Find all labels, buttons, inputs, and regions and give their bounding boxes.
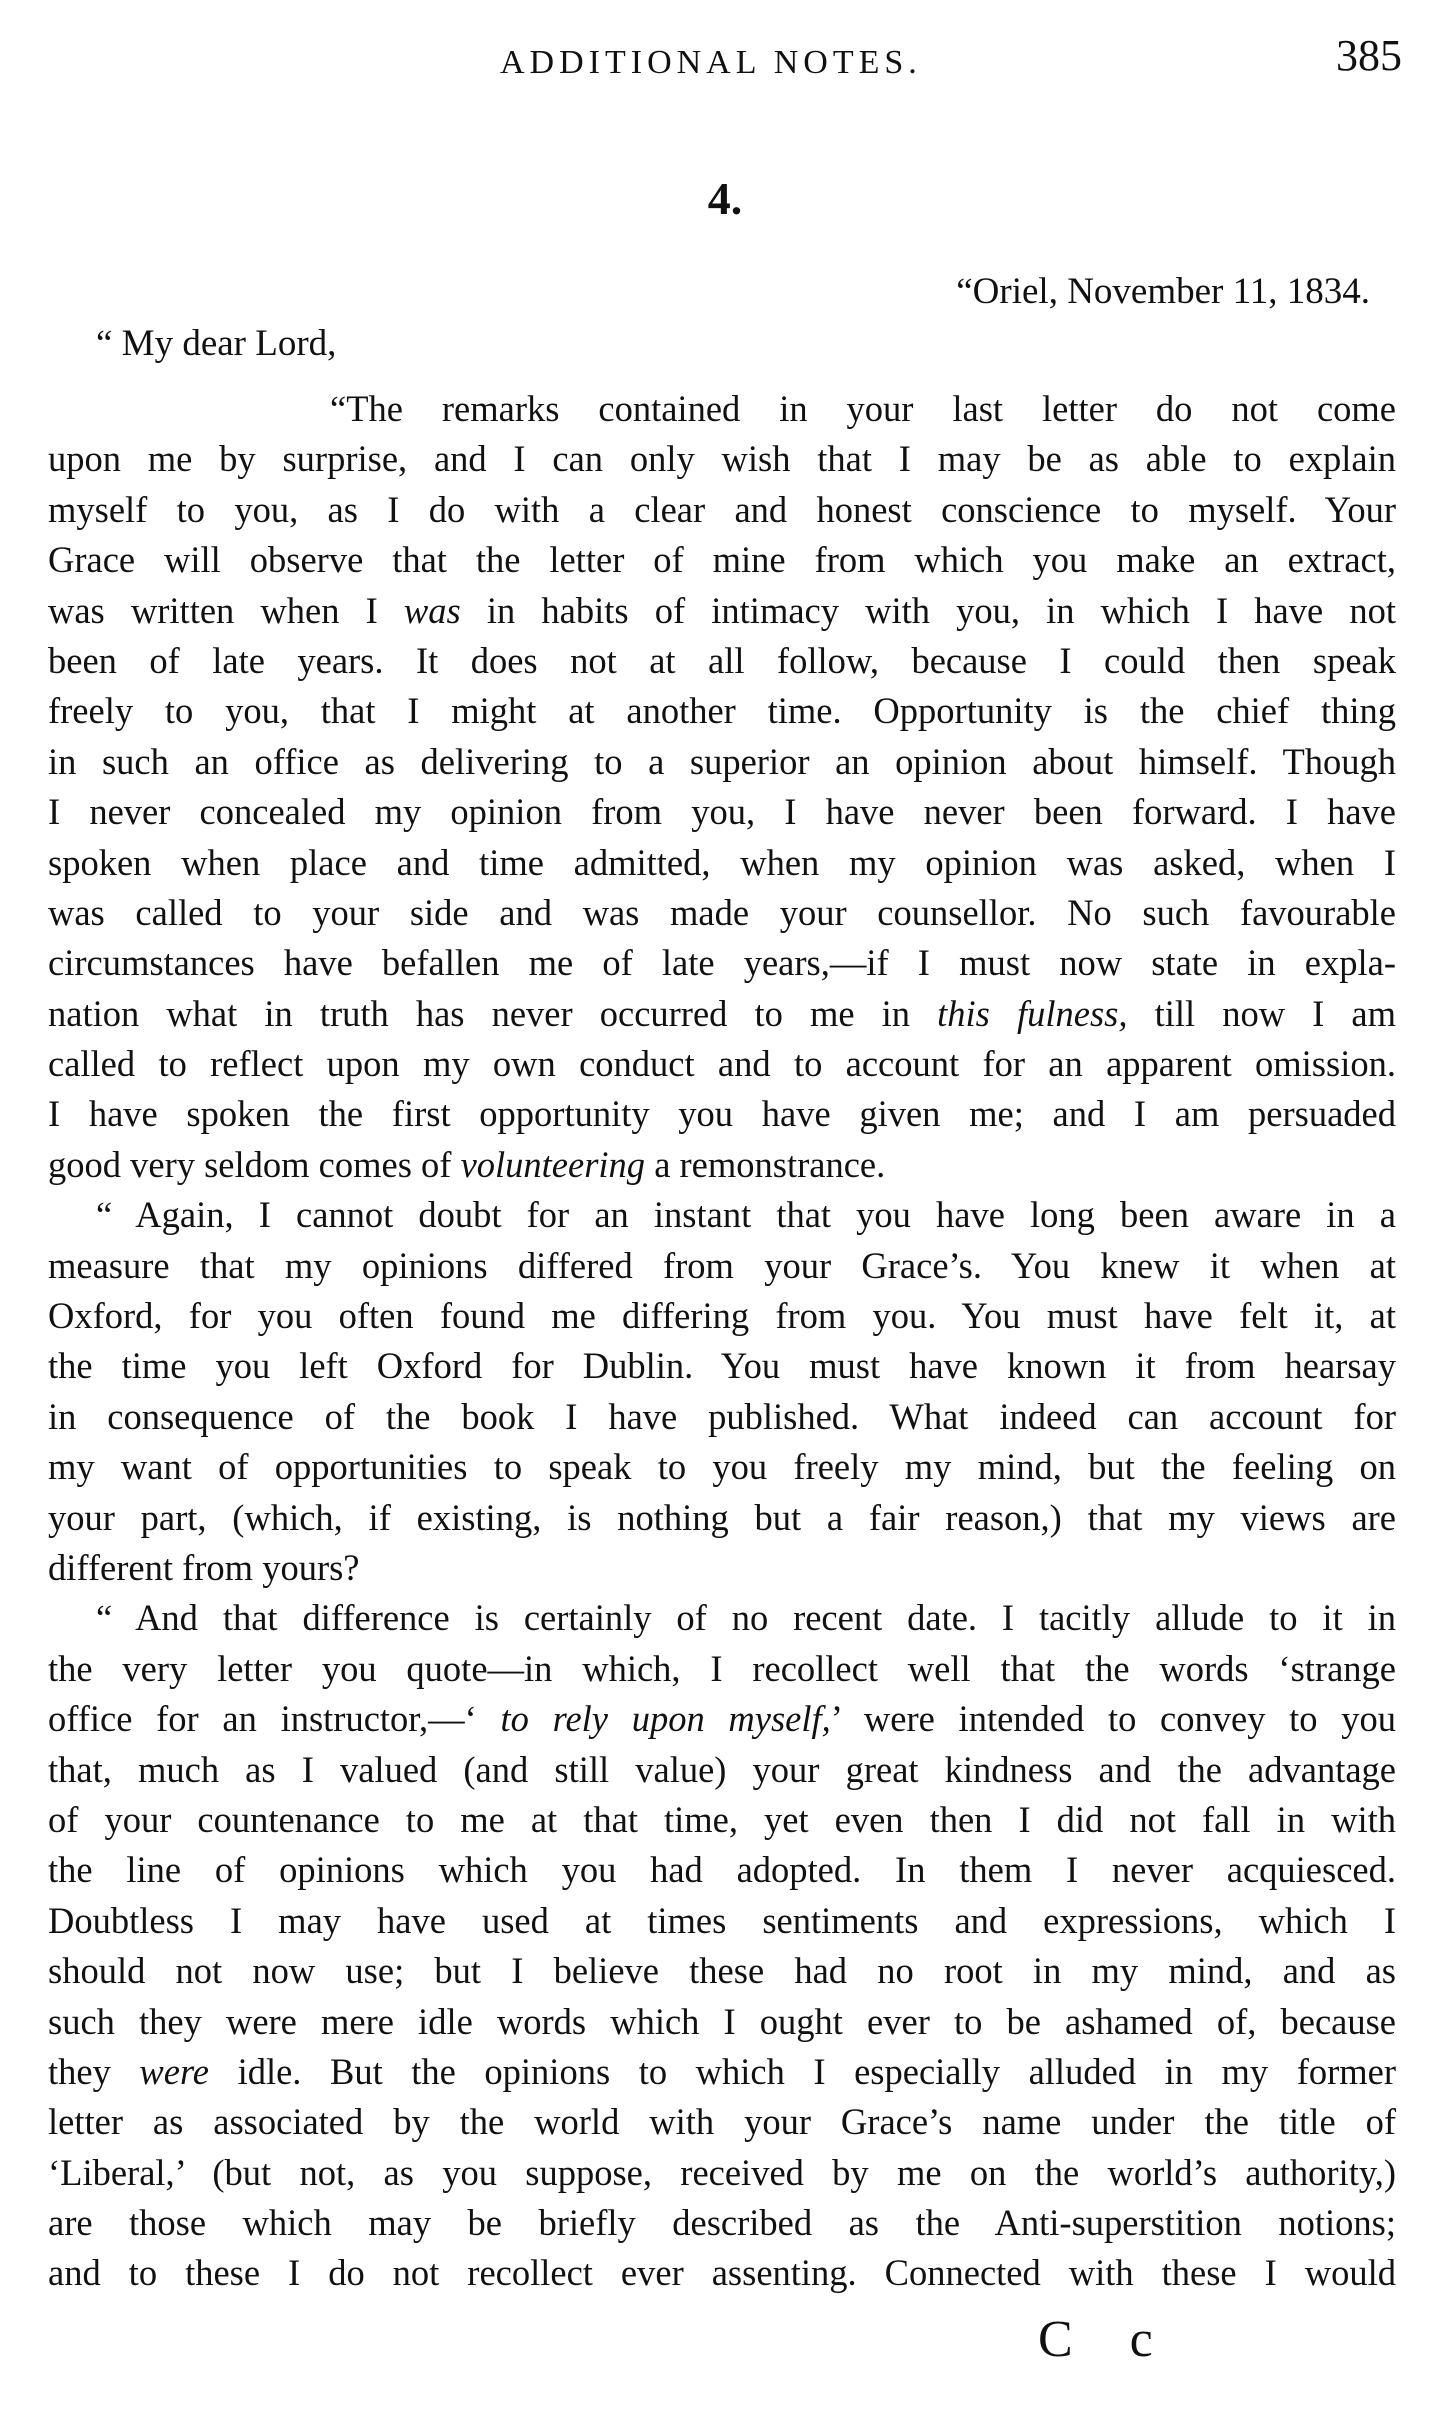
text-line: nation what in truth has never occurred to me in this fulness, till now I am [48, 992, 1397, 1034]
text-line: that, much as I valued (and still value) your great kindness and the advantage [48, 1748, 1396, 1790]
text-line: Grace will observe that the letter of mine from which you make an extract, [48, 539, 1396, 581]
italic-emphasis: this fulness, [937, 992, 1128, 1034]
italic-emphasis: volunteering [460, 1143, 646, 1185]
text-line: of your countenance to me at that time, yet even then I did not fall in with [48, 1798, 1396, 1840]
italic-emphasis: were [139, 2050, 210, 2092]
text-line: I never concealed my opinion from you, I have never been forward. I have [48, 791, 1396, 833]
text-line: office for an instructor,—‘ to rely upon myself,’ were intended to convey to you [48, 1698, 1396, 1740]
text-line: and to these I do not recollect ever assenting. Connected with these I would [48, 2252, 1396, 2294]
text-line: spoken when place and time admitted, when my opinion was asked, when I [48, 841, 1396, 883]
text-line: the line of opinions which you had adopted. In them I never acquiesced. [48, 1849, 1396, 1891]
text-line: myself to you, as I do with a clear and honest conscience to myself. Your [48, 488, 1396, 530]
text-line: “ And that difference is certainly of no recent date. I tacitly allude to it in [96, 1597, 1396, 1639]
text-line: my want of opportunities to speak to you freely my mind, but the feeling on [48, 1446, 1396, 1488]
text-line: the time you left Oxford for Dublin. You must have known it from hearsay [48, 1345, 1396, 1387]
text-line: letter as associated by the world with your Grace’s name under the title of [48, 2101, 1396, 2143]
text-line: different from yours? [48, 1546, 360, 1588]
running-title: ADDITIONAL NOTES. [500, 44, 922, 81]
text-line: the very letter you quote—in which, I recollect well that the words ‘strange [48, 1647, 1396, 1689]
text-line: in such an office as delivering to a superior an opinion about himself. Though [48, 740, 1396, 782]
text-line: good very seldom comes of volunteering a remonstrance. [48, 1143, 886, 1185]
text-line: was called to your side and was made your counsellor. No such favourable [48, 891, 1396, 933]
page-number: 385 [1336, 31, 1402, 80]
running-head [0, 30, 1450, 90]
text-line: ‘Liberal,’ (but not, as you suppose, received by me on the world’s authority,) [48, 2151, 1396, 2193]
italic-emphasis: to rely upon myself, [500, 1698, 831, 1740]
text-line: called to reflect upon my own conduct and to account for an apparent omission. [48, 1043, 1396, 1085]
text-line: upon me by surprise, and I can only wish that I may be as able to explain [48, 438, 1396, 480]
italic-emphasis: was [403, 589, 461, 631]
text-line: they were idle. But the opinions to which I especially alluded in my former [48, 2050, 1397, 2092]
letter-body [48, 384, 1396, 2299]
text-line: in consequence of the book I have published. What indeed can account for [48, 1395, 1396, 1437]
text-line: freely to you, that I might at another time. Opportunity is the chief thing [48, 690, 1396, 732]
text-line: been of late years. It does not at all follow, because I could then speak [48, 639, 1396, 681]
section-number: 4. [707, 173, 743, 224]
text-line: was written when I was in habits of intimacy with you, in which I have not [48, 589, 1396, 631]
text-line: circumstances have befallen me of late years,—if I must now state in expla- [48, 942, 1396, 984]
text-line: your part, (which, if existing, is nothing but a fair reason,) that my views are [48, 1496, 1396, 1538]
text-line: Doubtless I may have used at times sentiments and expressions, which I [48, 1899, 1396, 1941]
text-line: are those which may be briefly described as the Anti-superstition notions; [48, 2202, 1396, 2244]
text-line: such they were mere idle words which I ought ever to be ashamed of, because [48, 2000, 1396, 2042]
letter-dateline: “Oriel, November 11, 1834. [956, 271, 1370, 312]
text-line: Oxford, for you often found me differing from you. You must have felt it, at [48, 1295, 1396, 1337]
signature-mark: C c [1038, 2311, 1175, 2368]
text-line: I have spoken the first opportunity you have given me; and I am persuaded [48, 1093, 1396, 1135]
text-line: “ Again, I cannot doubt for an instant that you have long been aware in a [96, 1194, 1396, 1236]
letter-salutation: “ My dear Lord, [96, 323, 337, 364]
text-line: “The remarks contained in your last letter do not come [330, 388, 1396, 429]
text-line: measure that my opinions differed from your Grace’s. You knew it when at [48, 1244, 1396, 1286]
text-line: should not now use; but I believe these had no root in my mind, and as [48, 1950, 1396, 1992]
